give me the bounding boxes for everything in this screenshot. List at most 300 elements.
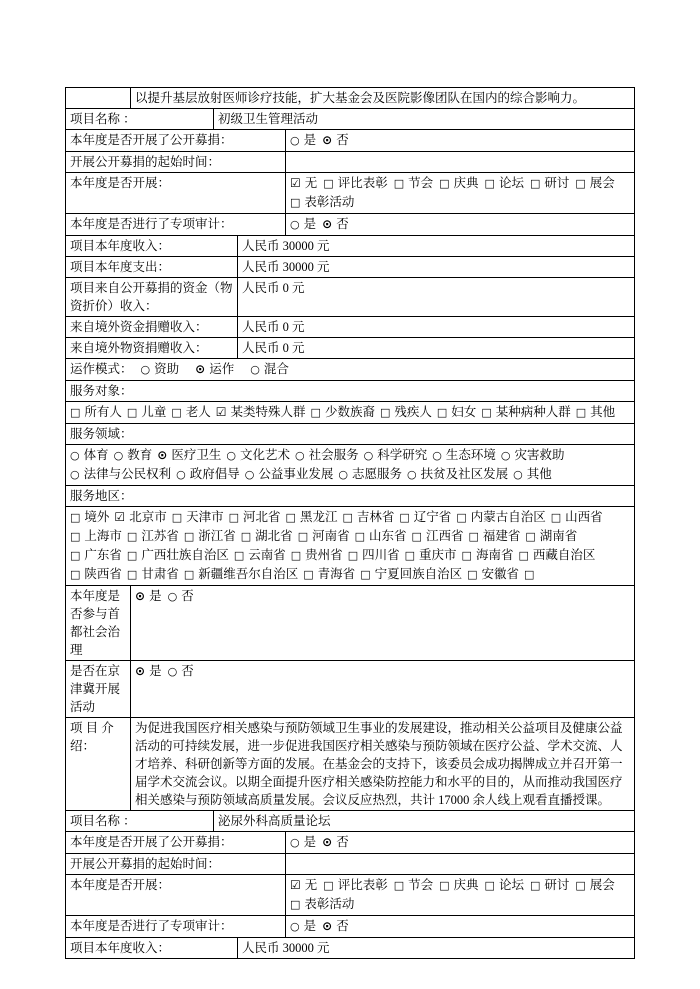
checkbox-option[interactable]: [481, 405, 570, 419]
radio-checked-icon: ⊙: [322, 835, 333, 849]
checkbox-option[interactable]: [439, 176, 478, 190]
checkbox-option[interactable]: [70, 567, 122, 581]
radio-unchecked-icon: ○: [407, 468, 417, 481]
radio-option-label: 否: [181, 589, 194, 603]
radio-option-label: 否: [181, 664, 194, 678]
checkbox-unchecked-icon: □: [290, 549, 302, 562]
radio-option[interactable]: [338, 467, 402, 481]
checkbox-unchecked-icon: □: [524, 568, 535, 581]
checkbox-unchecked-icon: □: [461, 549, 472, 562]
checkbox-unchecked-icon: □: [126, 406, 138, 419]
radio-option-label: 法律与公民权利: [83, 467, 172, 481]
checkbox-option-label: 某种病种人群: [495, 405, 571, 419]
checkbox-option[interactable]: [70, 548, 122, 562]
checkbox-unchecked-icon: □: [529, 177, 541, 190]
p1-capital-governance-options: [131, 586, 634, 660]
checkbox-option[interactable]: [184, 567, 298, 581]
radio-unchecked-icon: ○: [140, 363, 151, 376]
checkbox-option[interactable]: [399, 510, 451, 524]
checkbox-unchecked-icon: □: [70, 549, 81, 562]
radio-option[interactable]: [168, 589, 194, 603]
radio-option-label: 是: [149, 664, 162, 678]
checkbox-unchecked-icon: □: [360, 568, 371, 581]
row-p1-jingjinji: [66, 661, 634, 718]
checkbox-unchecked-icon: □: [323, 177, 334, 190]
checkbox-option-label: 宁夏回族自治区: [374, 567, 463, 581]
checkbox-unchecked-icon: □: [393, 879, 405, 892]
radio-option-label: 资助: [154, 362, 180, 376]
p1-jingjinji-label: 是否在京津冀开展活动: [66, 661, 131, 717]
radio-option[interactable]: [176, 467, 240, 481]
checkbox-option-label: 云南省: [248, 548, 286, 562]
radio-option[interactable]: [322, 217, 349, 231]
checkbox-option[interactable]: [323, 878, 387, 892]
checkbox-option-label: 江西省: [425, 529, 464, 543]
radio-unchecked-icon: ○: [500, 449, 511, 462]
p1-public-fund-income-label: 项目来自公开募捐的资金（物资折价）收入：: [66, 278, 238, 316]
p1-activities-label: 本年度是否开展：: [66, 173, 286, 213]
radio-option[interactable]: [407, 467, 508, 481]
row-p2-fundraising-start: [66, 854, 634, 875]
checkbox-option[interactable]: [229, 510, 281, 524]
checkbox-option-label: 内蒙古自治区: [470, 510, 546, 524]
checkbox-unchecked-icon: □: [481, 406, 492, 419]
radio-unchecked-icon: ○: [290, 836, 300, 849]
radio-unchecked-icon: ○: [167, 665, 178, 678]
checkbox-unchecked-icon: □: [456, 511, 467, 524]
radio-option-label: 是: [303, 835, 317, 849]
p1-audit-label: 本年度是否进行了专项审计：: [66, 214, 286, 235]
p1-service-target-label: 服务对象：: [70, 384, 133, 398]
radio-checked-icon: ⊙: [135, 664, 146, 678]
checkbox-option[interactable]: [290, 897, 354, 911]
checkbox-option[interactable]: [70, 529, 122, 543]
radio-option-label: 医疗卫生: [171, 448, 222, 462]
p2-fundraising-options: [286, 832, 634, 853]
p1-fundraising-label: 本年度是否开展了公开募捐：: [66, 130, 286, 151]
row-p1-name: [66, 109, 634, 130]
p1-fundraising-options: [286, 130, 634, 151]
checkbox-option-label: 重庆市: [419, 548, 457, 562]
radio-option-label: 志愿服务: [351, 467, 402, 481]
p1-income-label: 项目本年度收入：: [66, 236, 238, 256]
checkbox-option[interactable]: [468, 529, 520, 543]
checkbox-option[interactable]: [360, 567, 462, 581]
p1-audit-options: [286, 214, 634, 235]
p1-expense-value: 人民币 30000 元: [242, 260, 330, 274]
radio-unchecked-icon: ○: [290, 218, 300, 231]
checkbox-unchecked-icon: □: [297, 530, 309, 543]
checkbox-option[interactable]: [234, 548, 286, 562]
checkbox-option[interactable]: [184, 529, 236, 543]
checkbox-unchecked-icon: □: [484, 879, 495, 892]
checkbox-checked-icon: ☑: [215, 405, 227, 419]
row-p1-public-fund-income: [66, 278, 634, 317]
checkbox-option[interactable]: [437, 405, 476, 419]
radio-unchecked-icon: ○: [363, 449, 374, 462]
checkbox-option[interactable]: [127, 548, 229, 562]
checkbox-unchecked-icon: □: [575, 879, 586, 892]
row-p1-audit: [66, 214, 634, 236]
p1-overseas-goods-value: 人民币 0 元: [242, 341, 305, 355]
p1-fundraising-start-label: 开展公开募捐的起始时间：: [66, 152, 286, 172]
p1-service-field-options: [66, 445, 634, 485]
checkbox-unchecked-icon: □: [70, 530, 81, 543]
radio-option[interactable]: [114, 448, 153, 462]
checkbox-option[interactable]: [405, 548, 457, 562]
checkbox-option-label: 展会: [589, 878, 615, 892]
checkbox-option[interactable]: [551, 510, 603, 524]
row-p1-intro: [66, 718, 634, 811]
p1-income-value: 人民币 30000 元: [242, 239, 330, 253]
p2-name-value: 泌尿外科高质量论坛: [218, 814, 331, 828]
checkbox-option[interactable]: [412, 529, 464, 543]
checkbox-unchecked-icon: □: [518, 549, 529, 562]
checkbox-option[interactable]: [311, 405, 375, 419]
checkbox-option-label: 黑龙江: [299, 510, 338, 524]
checkbox-option-label: 无: [304, 878, 318, 892]
checkbox-unchecked-icon: □: [404, 549, 416, 562]
row-p1-service-area-header: [66, 486, 634, 507]
checkbox-option-label: 研讨: [544, 176, 570, 190]
p1-name-label: 项目名称 ：: [66, 109, 214, 129]
checkbox-option[interactable]: [290, 878, 317, 892]
row-p1-service-field-options: [66, 445, 634, 486]
radio-option[interactable]: [290, 919, 316, 933]
row-p2-income: [66, 938, 634, 958]
radio-unchecked-icon: ○: [176, 468, 186, 481]
radio-option[interactable]: [226, 448, 290, 462]
checkbox-option-label: 湖北省: [255, 529, 293, 543]
radio-option-label: 教育: [127, 448, 153, 462]
radio-option[interactable]: [245, 467, 334, 481]
checkbox-option-label: 节会: [408, 878, 434, 892]
continuation-empty-label-cell: [66, 88, 131, 108]
row-p1-overseas-fund: [66, 317, 634, 338]
p2-income-value: 人民币 30000 元: [242, 941, 330, 955]
p2-audit-options: [286, 916, 634, 937]
checkbox-option[interactable]: [485, 176, 524, 190]
checkbox-option-label: 甘肃省: [141, 567, 179, 581]
row-p2-name: [66, 811, 634, 832]
radio-option[interactable]: [141, 362, 180, 376]
radio-checked-icon: ⊙: [135, 589, 146, 603]
checkbox-option-label: 研讨: [544, 878, 570, 892]
radio-option[interactable]: [290, 217, 316, 231]
checkbox-option-label: 论坛: [498, 176, 524, 190]
radio-option[interactable]: [135, 589, 162, 603]
checkbox-option[interactable]: [485, 878, 524, 892]
checkbox-option[interactable]: [286, 510, 338, 524]
row-p1-operation-mode: [66, 359, 634, 381]
radio-option[interactable]: [322, 835, 349, 849]
checkbox-unchecked-icon: □: [575, 406, 587, 419]
p1-overseas-goods-label: 来自境外物资捐赠收入：: [66, 338, 238, 358]
radio-option-label: 其他: [526, 467, 552, 481]
checkbox-option-label: 浙江省: [198, 529, 236, 543]
radio-option[interactable]: [70, 467, 171, 481]
checkbox-option[interactable]: [348, 548, 400, 562]
checkbox-unchecked-icon: □: [393, 177, 405, 190]
checkbox-option[interactable]: [525, 529, 577, 543]
checkbox-option-label: 上海市: [84, 529, 122, 543]
radio-checked-icon: ⊙: [195, 362, 206, 376]
row-p1-fundraising-start: [66, 152, 634, 173]
radio-option-label: 政府倡导: [189, 467, 240, 481]
radio-option[interactable]: [290, 835, 316, 849]
radio-unchecked-icon: ○: [290, 134, 300, 147]
checkbox-unchecked-icon: □: [183, 530, 195, 543]
radio-checked-icon: ⊙: [157, 448, 168, 462]
radio-option[interactable]: [322, 919, 349, 933]
p1-fundraising-start-value: [286, 152, 634, 172]
row-p1-income: [66, 236, 634, 257]
checkbox-unchecked-icon: □: [126, 530, 138, 543]
checkbox-option[interactable]: [342, 510, 394, 524]
radio-option-label: 是: [303, 217, 317, 231]
radio-unchecked-icon: ○: [70, 468, 80, 481]
p1-overseas-fund-value: 人民币 0 元: [242, 320, 305, 334]
checkbox-checked-icon: ☑: [290, 176, 301, 190]
radio-option[interactable]: [135, 664, 162, 678]
checkbox-option-label: 论坛: [498, 878, 524, 892]
checkbox-unchecked-icon: □: [240, 530, 252, 543]
row-p1-expense: [66, 257, 634, 278]
checkbox-unchecked-icon: □: [290, 196, 301, 209]
checkbox-unchecked-icon: □: [70, 406, 81, 419]
checkbox-unchecked-icon: □: [484, 177, 495, 190]
checkbox-option[interactable]: [298, 529, 350, 543]
checkbox-option[interactable]: [303, 567, 355, 581]
p1-service-target-options: [66, 402, 634, 423]
checkbox-option[interactable]: [70, 405, 122, 419]
checkbox-unchecked-icon: □: [342, 511, 353, 524]
checkbox-option-label: 境外: [84, 510, 110, 524]
continuation-text: 以提升基层放射医师诊疗技能，扩大基金会及医院影像团队在国内的综合影响力。: [135, 91, 586, 105]
checkbox-option-label: 儿童: [141, 405, 167, 419]
checkbox-option[interactable]: [127, 529, 179, 543]
checkbox-unchecked-icon: □: [233, 549, 245, 562]
row-p2-fundraising: [66, 832, 634, 854]
checkbox-option[interactable]: [467, 567, 519, 581]
checkbox-unchecked-icon: □: [439, 177, 450, 190]
radio-option[interactable]: [70, 448, 109, 462]
radio-option-label: 是: [303, 919, 317, 933]
checkbox-option-label: 山东省: [369, 529, 407, 543]
checkbox-option[interactable]: [290, 176, 317, 190]
p1-intro-label: 项 目 介 绍：: [66, 718, 131, 810]
p1-expense-label: 项目本年度支出：: [66, 257, 238, 277]
checkbox-option-label: 天津市: [186, 510, 224, 524]
checkbox-unchecked-icon: □: [436, 406, 448, 419]
checkbox-option[interactable]: [290, 195, 354, 209]
radio-unchecked-icon: ○: [432, 449, 442, 462]
p1-operation-mode-options: [141, 362, 305, 376]
checkbox-unchecked-icon: □: [171, 406, 182, 419]
checkbox-option-label: 新疆维吾尔自治区: [198, 567, 299, 581]
checkbox-option-label: 北京市: [129, 510, 167, 524]
checkbox-option-label: 广东省: [84, 548, 122, 562]
checkbox-unchecked-icon: □: [575, 177, 586, 190]
checkbox-unchecked-icon: □: [290, 898, 301, 911]
checkbox-checked-icon: ☑: [290, 878, 301, 892]
radio-option-label: 运作: [209, 362, 235, 376]
checkbox-unchecked-icon: □: [468, 530, 479, 543]
radio-option[interactable]: [250, 362, 289, 376]
checkbox-unchecked-icon: □: [354, 530, 366, 543]
checkbox-option[interactable]: [530, 878, 569, 892]
checkbox-unchecked-icon: □: [379, 406, 391, 419]
checkbox-unchecked-icon: □: [285, 511, 296, 524]
checkbox-option[interactable]: [241, 529, 293, 543]
checkbox-option[interactable]: [70, 510, 109, 524]
p2-name-label: 项目名称 ：: [66, 811, 214, 831]
checkbox-option[interactable]: [394, 878, 433, 892]
p2-fundraising-label: 本年度是否开展了公开募捐：: [66, 832, 286, 853]
checkbox-option[interactable]: [524, 567, 538, 581]
checkbox-option[interactable]: [323, 176, 387, 190]
checkbox-checked-icon: ☑: [114, 510, 126, 524]
checkbox-option-label: 评比表彰: [337, 878, 388, 892]
checkbox-option-label: 评比表彰: [337, 176, 388, 190]
radio-option-label: 科学研究: [377, 448, 428, 462]
radio-option[interactable]: [157, 448, 221, 462]
radio-option-label: 是: [149, 589, 162, 603]
row-p1-capital-governance: [66, 586, 634, 661]
checkbox-unchecked-icon: □: [70, 568, 81, 581]
radio-option-label: 生态环境: [445, 448, 496, 462]
checkbox-unchecked-icon: □: [70, 511, 81, 524]
checkbox-option-label: 安徽省: [481, 567, 520, 581]
checkbox-option[interactable]: [439, 878, 478, 892]
checkbox-unchecked-icon: □: [126, 568, 138, 581]
checkbox-unchecked-icon: □: [228, 511, 240, 524]
checkbox-option-label: 海南省: [475, 548, 514, 562]
checkbox-option-label: 广西壮族自治区: [141, 548, 229, 562]
checkbox-option-label: 吉林省: [356, 510, 395, 524]
row-p1-service-target-header: [66, 381, 634, 402]
row-p1-service-field-header: [66, 424, 634, 445]
p1-service-area-options: [66, 507, 634, 585]
checkbox-option[interactable]: [456, 510, 545, 524]
radio-option[interactable]: [322, 133, 349, 147]
checkbox-option-label: 庆典: [453, 878, 479, 892]
checkbox-option[interactable]: [462, 548, 514, 562]
checkbox-option-label: 辽宁省: [413, 510, 452, 524]
p1-service-area-label: 服务地区：: [70, 489, 133, 503]
checkbox-option-label: 四川省: [362, 548, 400, 562]
radio-unchecked-icon: ○: [167, 590, 178, 603]
checkbox-option[interactable]: [127, 567, 179, 581]
checkbox-option[interactable]: [576, 405, 615, 419]
radio-unchecked-icon: ○: [226, 449, 236, 462]
radio-unchecked-icon: ○: [70, 449, 80, 462]
row-p1-fundraising: [66, 130, 634, 152]
checkbox-option[interactable]: [171, 405, 210, 419]
radio-option-label: 文化艺术: [239, 448, 290, 462]
p2-fundraising-start-value: [286, 854, 634, 874]
radio-option[interactable]: [364, 448, 428, 462]
checkbox-option-label: 所有人: [84, 405, 122, 419]
checkbox-option-label: 其他: [590, 405, 616, 419]
row-p1-service-target-options: [66, 402, 634, 424]
row-p1-overseas-goods: [66, 338, 634, 359]
radio-unchecked-icon: ○: [250, 363, 260, 376]
p1-capital-governance-label: 本年度是否参与首都社会治理: [66, 586, 131, 660]
checkbox-option-label: 庆典: [453, 176, 479, 190]
annual-report-table: [65, 87, 635, 959]
checkbox-option[interactable]: [114, 510, 166, 524]
row-p1-activities: [66, 173, 634, 214]
checkbox-option[interactable]: [380, 405, 432, 419]
checkbox-option-label: 江苏省: [141, 529, 179, 543]
radio-checked-icon: ⊙: [322, 217, 333, 231]
radio-unchecked-icon: ○: [113, 449, 124, 462]
checkbox-option-label: 某类特殊人群: [230, 405, 306, 419]
p1-operation-mode-label: 运作模式：: [70, 362, 133, 376]
p1-name-value: 初级卫生管理活动: [218, 112, 319, 126]
checkbox-option-label: 河北省: [243, 510, 281, 524]
checkbox-unchecked-icon: □: [310, 406, 321, 419]
checkbox-option[interactable]: [575, 176, 614, 190]
radio-unchecked-icon: ○: [244, 468, 255, 481]
radio-option[interactable]: [290, 133, 316, 147]
checkbox-option[interactable]: [394, 176, 433, 190]
p1-intro-text: 为促进我国医疗相关感染与预防领域卫生事业的发展建设，推动相关公益项目及健康公益活动的可持续发展，进一步促进我国医疗相关感染与预防领域在医疗公益、学术交流、人才培养、科研创新等方面的发展。在基金会的支持下，该委员会成功揭牌成立并召开第一届学术交流会议。以期全面提升医疗相关感染防控能力和水平的目的，从而推动我国医疗相关感染与预防领域高质量发展。会议反应热烈，共计 17000 余人线上观看直播授课。: [135, 721, 623, 807]
checkbox-unchecked-icon: □: [183, 568, 195, 581]
checkbox-option-label: 表彰活动: [304, 195, 355, 209]
checkbox-option[interactable]: [355, 529, 407, 543]
radio-unchecked-icon: ○: [290, 920, 300, 933]
radio-unchecked-icon: ○: [338, 468, 348, 481]
checkbox-option[interactable]: [530, 176, 569, 190]
radio-option[interactable]: [195, 362, 234, 376]
checkbox-unchecked-icon: □: [347, 549, 359, 562]
checkbox-option-label: 贵州省: [305, 548, 343, 562]
p2-activities-label: 本年度是否开展：: [66, 875, 286, 915]
checkbox-unchecked-icon: □: [525, 530, 536, 543]
checkbox-unchecked-icon: □: [550, 511, 562, 524]
radio-option-label: 社会服务: [308, 448, 359, 462]
radio-checked-icon: ⊙: [322, 133, 333, 147]
radio-option[interactable]: [168, 664, 194, 678]
checkbox-option-label: 山西省: [565, 510, 603, 524]
checkbox-option-label: 西藏自治区: [532, 548, 596, 562]
checkbox-option[interactable]: [216, 405, 306, 419]
checkbox-unchecked-icon: □: [171, 511, 183, 524]
checkbox-option[interactable]: [291, 548, 343, 562]
p1-operation-mode-cell: [66, 359, 634, 380]
radio-option[interactable]: [295, 448, 359, 462]
checkbox-option[interactable]: [575, 878, 614, 892]
row-p1-service-area-options: [66, 507, 634, 586]
checkbox-option-label: 节会: [408, 176, 434, 190]
checkbox-option[interactable]: [127, 405, 166, 419]
radio-option[interactable]: [501, 448, 565, 462]
checkbox-unchecked-icon: □: [399, 511, 410, 524]
radio-checked-icon: ⊙: [322, 919, 333, 933]
checkbox-option[interactable]: [518, 548, 595, 562]
checkbox-option-label: 福建省: [482, 529, 521, 543]
checkbox-option[interactable]: [172, 510, 224, 524]
radio-unchecked-icon: ○: [294, 449, 305, 462]
radio-option[interactable]: [513, 467, 552, 481]
radio-option-label: 否: [336, 835, 349, 849]
checkbox-option-label: 展会: [589, 176, 615, 190]
checkbox-option-label: 妇女: [451, 405, 477, 419]
p1-service-field-label: 服务领域：: [70, 427, 133, 441]
radio-option[interactable]: [432, 448, 496, 462]
